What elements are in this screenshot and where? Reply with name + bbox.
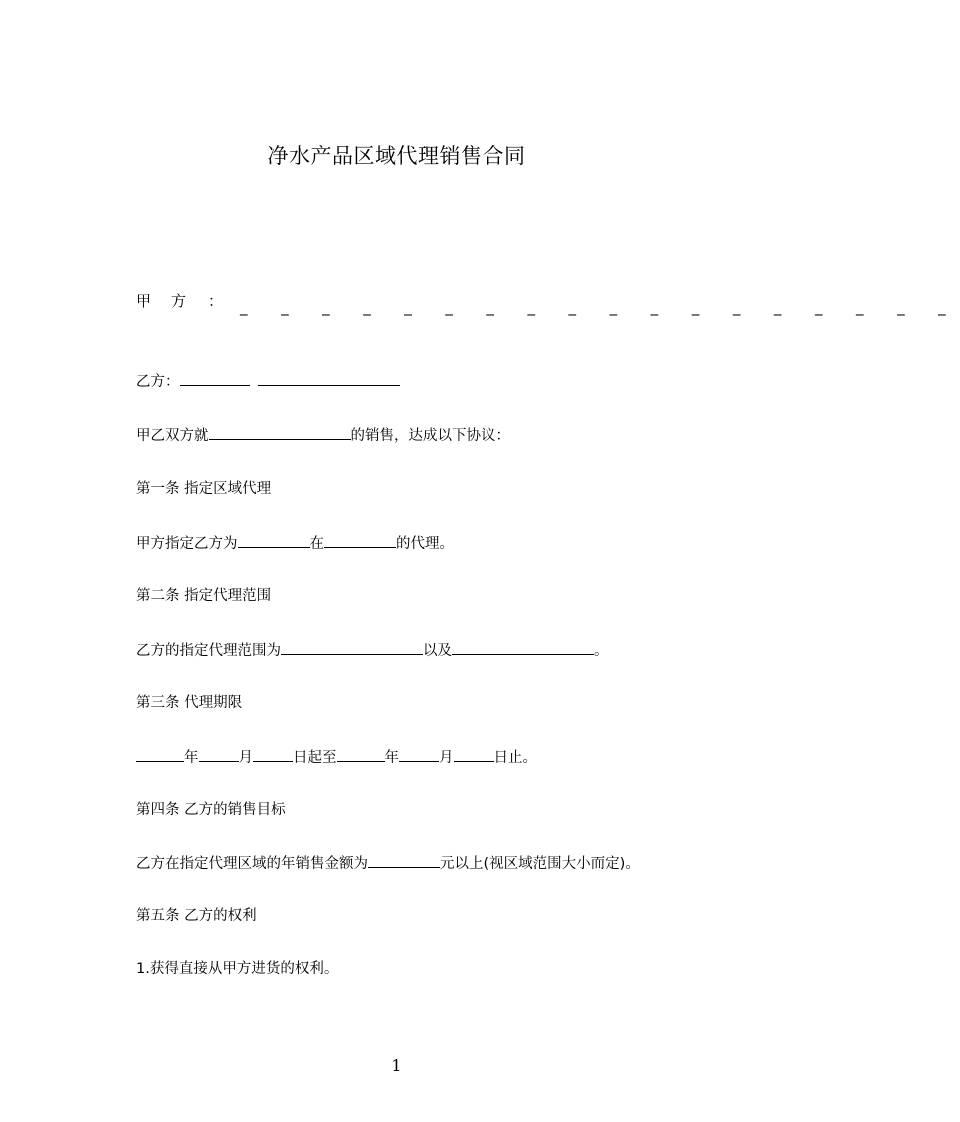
- party-a-line: [136, 290, 223, 311]
- article-1-text-2: 在: [309, 536, 324, 552]
- party-b-label: 乙方：: [136, 374, 180, 390]
- end-year-label: 年: [384, 750, 399, 766]
- page-number: 1: [391, 1056, 402, 1075]
- sales-amount-blank[interactable]: [368, 853, 440, 868]
- party-a-colon: ：: [208, 292, 224, 310]
- article-4-text: [136, 853, 640, 874]
- article-2-heading: 第二条 指定代理范围: [136, 588, 272, 604]
- end-day-label: 日止。: [493, 750, 537, 766]
- article-5-heading: 第五条 乙方的权利: [136, 908, 257, 924]
- article-1-blank-1[interactable]: [238, 533, 310, 548]
- article-2-text-2: 以及: [423, 643, 452, 659]
- article-3-text: [136, 747, 537, 768]
- article-1-blank-2[interactable]: [324, 533, 396, 548]
- start-month-blank[interactable]: [199, 747, 239, 762]
- article-1-heading: 第一条 指定区域代理: [136, 481, 272, 497]
- article-3-heading: 第三条 代理期限: [136, 695, 243, 711]
- end-year-blank[interactable]: [337, 747, 385, 762]
- article-1-text-3: 的代理。: [396, 536, 454, 552]
- article-2-blank-1[interactable]: [281, 640, 423, 655]
- article-4-text-2: 元以上(视区域范围大小而定)。: [440, 856, 640, 872]
- start-day-label: 日起至: [293, 750, 337, 766]
- party-a-char-1: 甲: [136, 292, 152, 310]
- article-1-text: [136, 533, 454, 554]
- end-month-blank[interactable]: [399, 747, 439, 762]
- intro-text-before: 甲乙双方就: [136, 428, 209, 444]
- party-a-dashes: _ _ _ _ _ _ _ _ _ _ _ _ _ _ _ _ _ _: [240, 298, 960, 316]
- start-year-label: 年: [184, 750, 199, 766]
- party-b-blank-1[interactable]: [180, 371, 250, 386]
- intro-text-after: 的销售，达成以下协议：: [350, 428, 510, 444]
- end-day-blank[interactable]: [454, 747, 494, 762]
- article-2-text-1: 乙方的指定代理范围为: [136, 643, 281, 659]
- article-2-blank-2[interactable]: [452, 640, 594, 655]
- start-year-blank[interactable]: [136, 747, 184, 762]
- article-5-item-1: 1.获得直接从甲方进货的权利。: [136, 961, 339, 977]
- start-day-blank[interactable]: [253, 747, 293, 762]
- document-title: 净水产品区域代理销售合同: [267, 144, 526, 168]
- start-month-label: 月: [238, 750, 253, 766]
- party-b-line: [136, 371, 400, 392]
- article-4-text-1: 乙方在指定代理区域的年销售金额为: [136, 856, 368, 872]
- article-4-heading: 第四条 乙方的销售目标: [136, 802, 286, 818]
- article-2-text: [136, 640, 609, 661]
- article-2-text-3: 。: [594, 643, 609, 659]
- intro-blank[interactable]: [209, 425, 351, 440]
- intro-line: [136, 425, 510, 446]
- article-1-text-1: 甲方指定乙方为: [136, 536, 238, 552]
- party-b-blank-2[interactable]: [258, 371, 400, 386]
- end-month-label: 月: [439, 750, 454, 766]
- party-a-char-2: 方: [171, 292, 187, 310]
